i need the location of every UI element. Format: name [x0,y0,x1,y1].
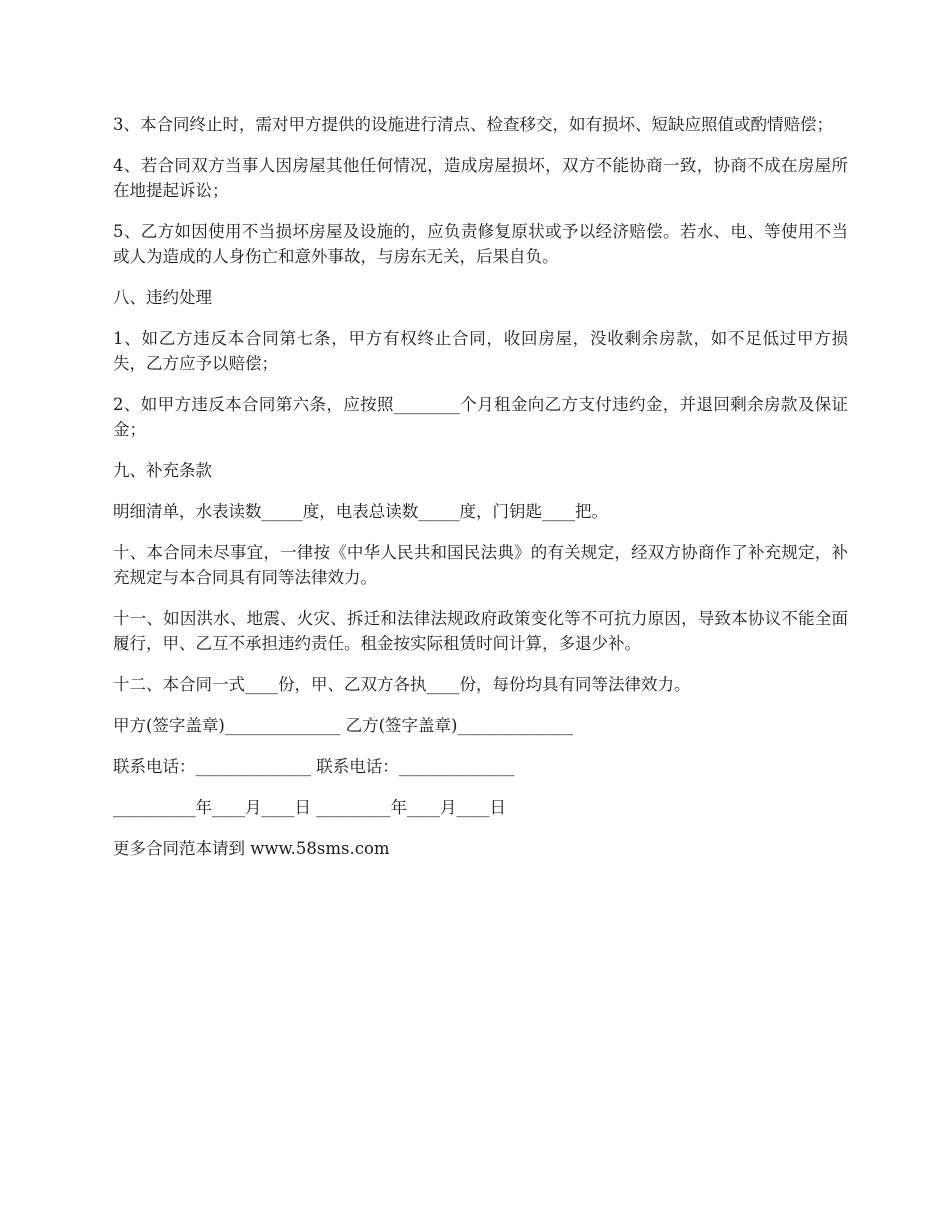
detail-list: 明细清单，水表读数_____度，电表总读数_____度，门钥匙____把。 [113,502,608,521]
section-heading-breach: 八、违约处理 [113,288,212,307]
clause-7-3: 3、本合同终止时，需对甲方提供的设施进行清点、检查移交，如有损坏、短缺应照值或酌情赔偿； [113,115,833,134]
clause-11: 十一、如因洪水、地震、火灾、拆迁和法律法规政府政策变化等不可抗力原因，导致本协议不能全面履行，甲、乙互不承担违约责任。租金按实际租赁时间计算，多退少补。 [113,609,848,653]
clause-12: 十二、本合同一式____份，甲、乙双方各执____份，每份均具有同等法律效力。 [113,675,691,694]
signature-line: 甲方(签字盖章)______________ 乙方(签字盖章)______________ [113,716,573,735]
footer-link-text: 更多合同范本请到 www.58sms.com [113,839,390,858]
phone-line: 联系电话：______________ 联系电话：______________ [113,757,515,776]
date-line: __________年____月____日 _________年____月____日 [113,798,506,817]
clause-8-1: 1、如乙方违反本合同第七条，甲方有权终止合同，收回房屋，没收剩余房款，如不足低过甲方损失，乙方应予以赔偿； [113,329,848,373]
document-body [113,112,848,877]
clause-7-5: 5、乙方如因使用不当损坏房屋及设施的，应负责修复原状或予以经济赔偿。若水、电、等使用不当或人为造成的人身伤亡和意外事故，与房东无关，后果自负。 [113,222,848,266]
clause-7-4: 4、若合同双方当事人因房屋其他任何情况，造成房屋损坏，双方不能协商一致，协商不成在房屋所在地提起诉讼； [113,156,848,200]
clause-10: 十、本合同未尽事宜，一律按《中华人民共和国民法典》的有关规定，经双方协商作了补充规定，补充规定与本合同具有同等法律效力。 [113,543,848,587]
clause-8-2: 2、如甲方违反本合同第六条，应按照________个月租金向乙方支付违约金，并退回剩余房款及保证金； [113,395,848,439]
section-heading-supplementary: 九、补充条款 [113,461,212,480]
